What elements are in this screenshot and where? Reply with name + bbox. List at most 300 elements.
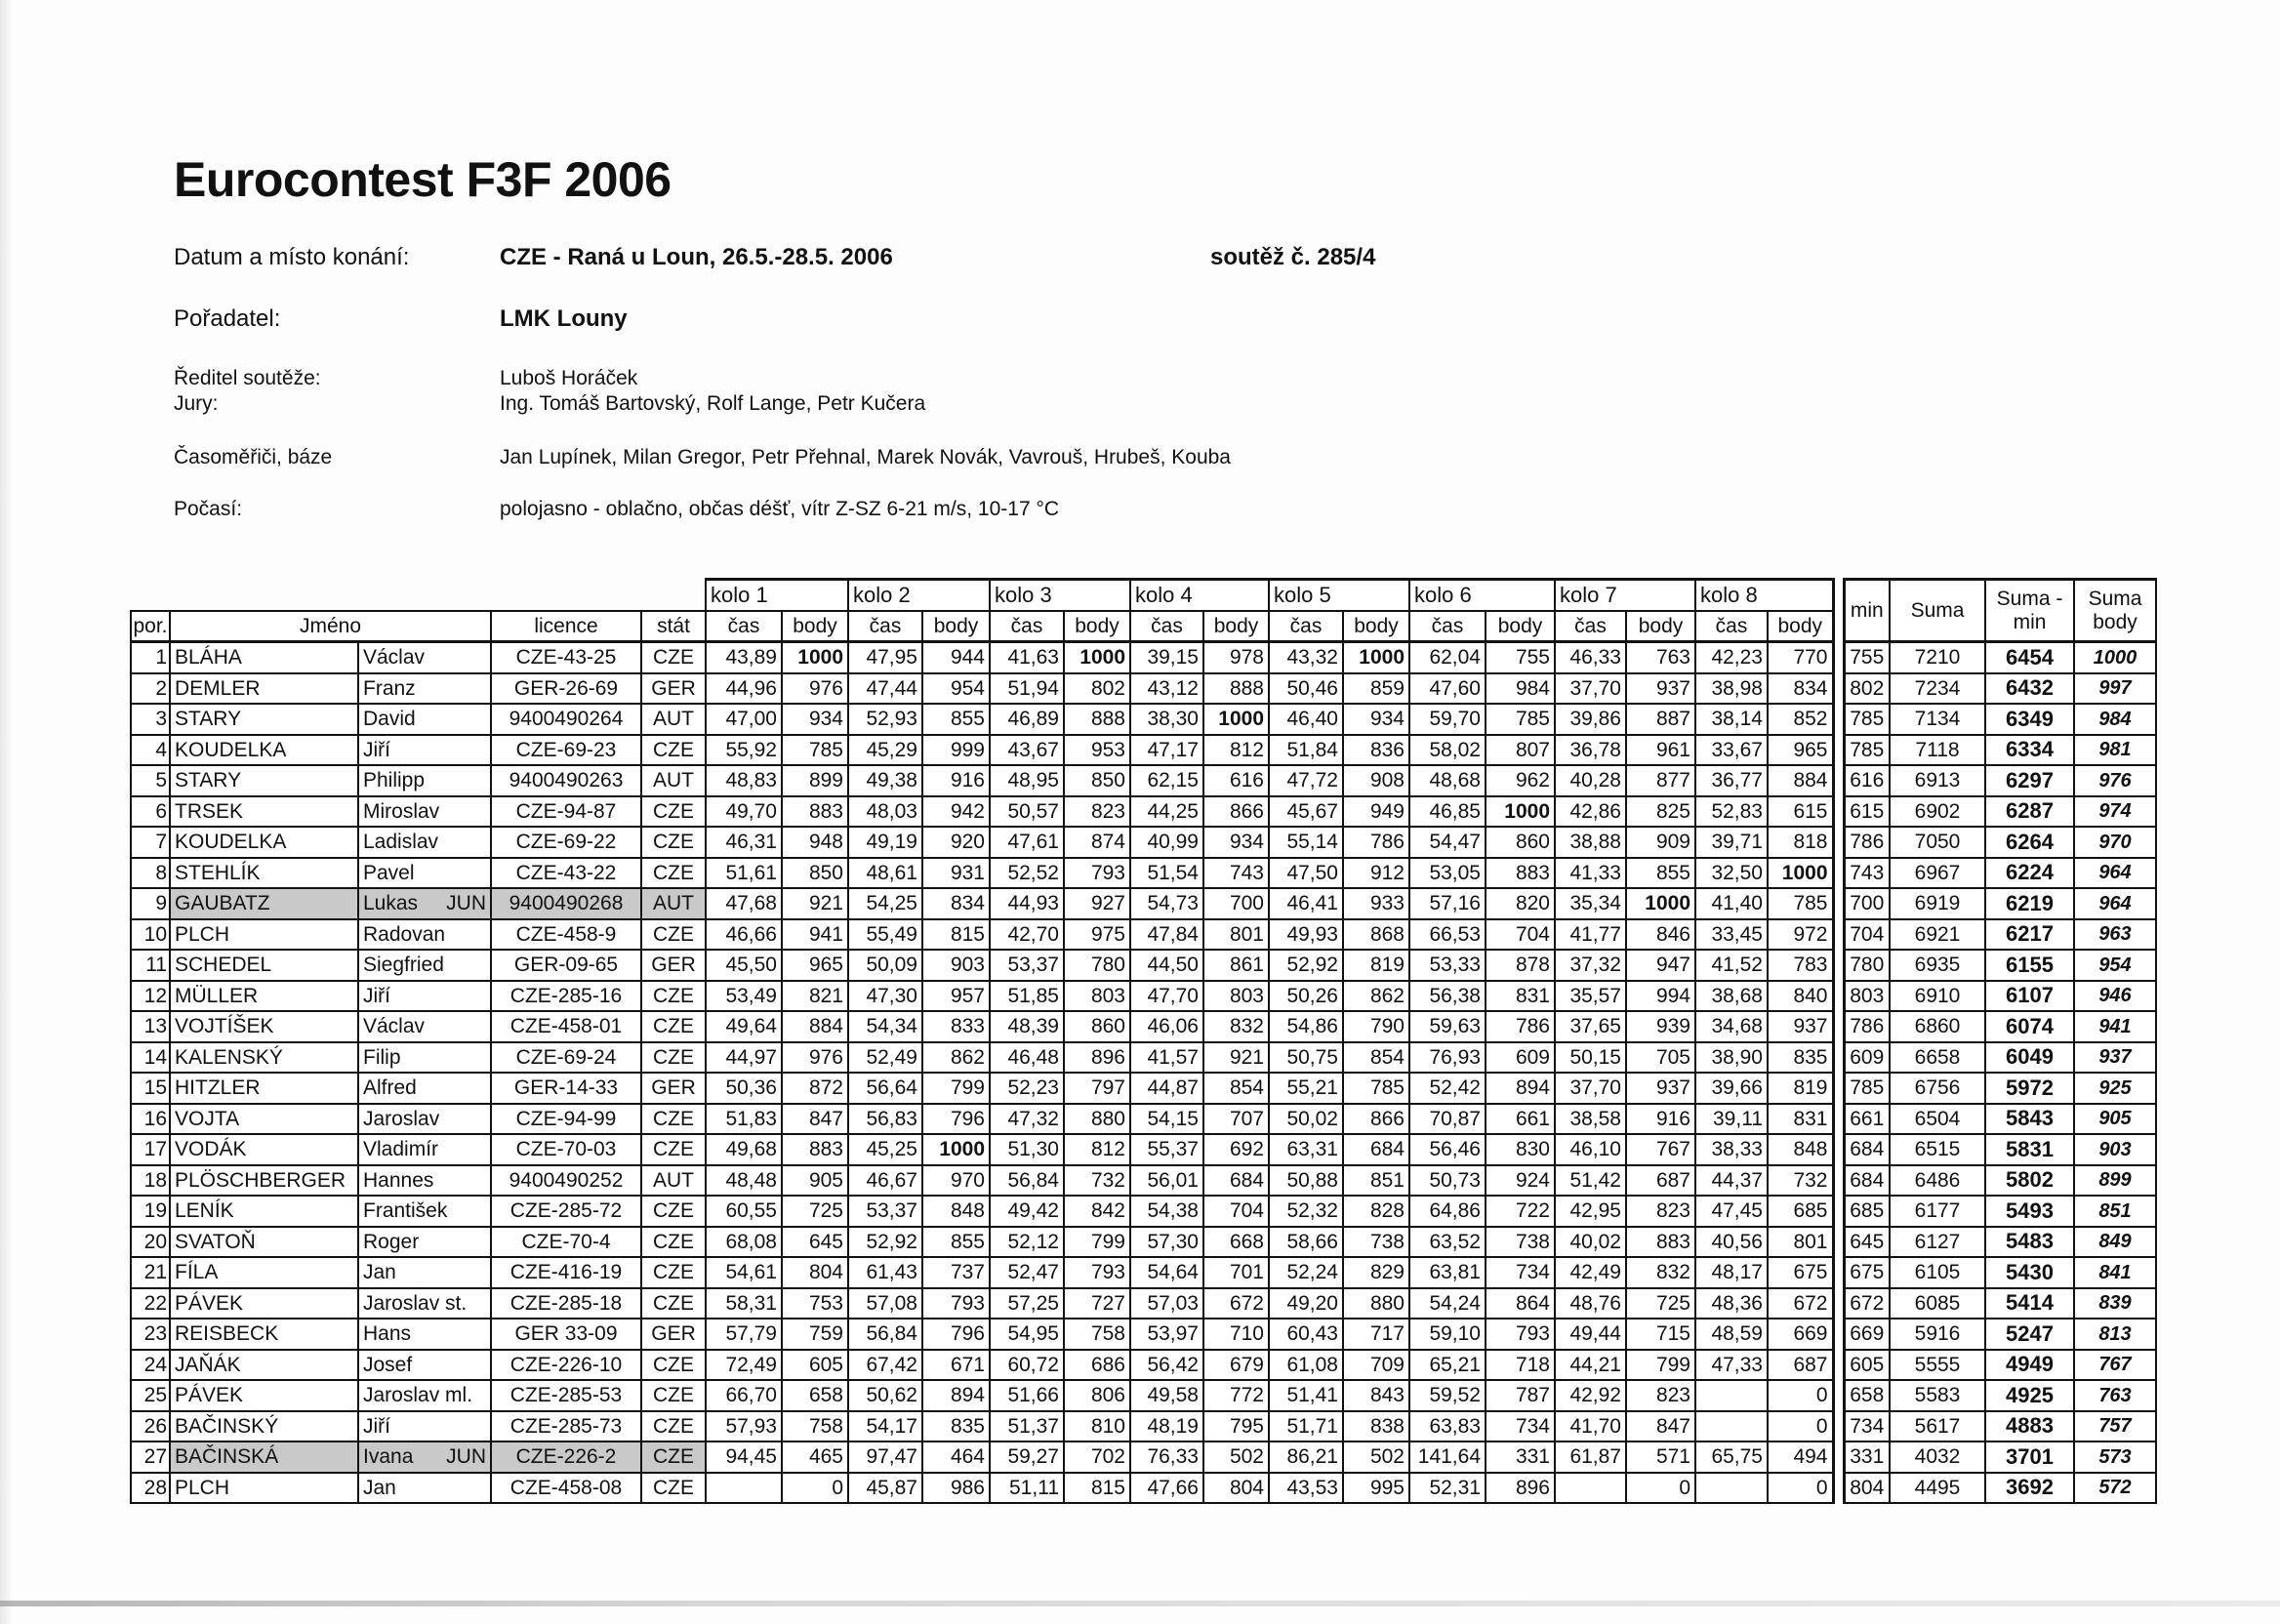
surname-cell: BLÁHA (170, 642, 358, 673)
sum-min-cell: 5483 (1985, 1227, 2074, 1258)
round-points-cell: 743 (1203, 858, 1269, 889)
header-name: Jméno (170, 611, 491, 642)
state-cell: CZE (641, 1227, 706, 1258)
table-row (131, 1350, 2156, 1381)
round-points-cell: 804 (782, 1257, 848, 1288)
header-points: body (1343, 611, 1409, 642)
table-row (131, 1011, 2156, 1042)
min-cell: 734 (1844, 1411, 1890, 1442)
header-points: body (1203, 611, 1269, 642)
round-time-cell: 46,33 (1555, 642, 1626, 673)
round-time-cell: 51,66 (990, 1380, 1064, 1411)
first-name: Jan (363, 1476, 396, 1499)
first-name-cell (358, 858, 491, 889)
round-time-cell: 61,43 (848, 1257, 922, 1288)
round-points-cell: 812 (1064, 1134, 1130, 1165)
round-points-cell: 767 (1626, 1134, 1695, 1165)
round-time-cell: 70,87 (1409, 1104, 1486, 1135)
round-points-cell: 1000 (1768, 858, 1833, 889)
round-time-cell: 50,57 (990, 796, 1064, 828)
round-time-cell: 43,67 (990, 735, 1064, 766)
rank-cell: 20 (131, 1227, 170, 1258)
round-time-cell: 50,75 (1269, 1042, 1343, 1074)
state-cell: CZE (641, 1473, 706, 1504)
sum-min-cell: 5831 (1985, 1134, 2074, 1165)
round-points-cell: 793 (1064, 1257, 1130, 1288)
round-points-cell: 862 (1343, 981, 1409, 1012)
round-points-cell: 1000 (1343, 642, 1409, 673)
round-time-cell: 56,38 (1409, 981, 1486, 1012)
round-points-cell: 894 (922, 1380, 990, 1411)
double-separator (1833, 1227, 1844, 1258)
round-time-cell: 47,45 (1695, 1196, 1768, 1227)
first-name-cell (358, 1257, 491, 1288)
round-time-cell: 63,81 (1409, 1257, 1486, 1288)
round-points-cell: 927 (1064, 888, 1130, 919)
surname-cell: PÁVEK (170, 1288, 358, 1320)
min-cell: 669 (1844, 1319, 1890, 1350)
round-points-cell: 738 (1343, 1227, 1409, 1258)
round-time-cell: 59,10 (1409, 1319, 1486, 1350)
round-header-row (131, 580, 2156, 611)
round-time-cell: 51,94 (990, 673, 1064, 705)
min-cell: 616 (1844, 765, 1890, 796)
first-name: Filip (363, 1045, 401, 1069)
sum-min-cell: 6107 (1985, 981, 2074, 1012)
round-time-cell: 47,17 (1130, 735, 1203, 766)
round-time-cell: 57,03 (1130, 1288, 1203, 1320)
state-cell: CZE (641, 1441, 706, 1473)
sum-cell: 6919 (1890, 888, 1985, 919)
round-time-cell: 59,70 (1409, 704, 1486, 735)
sum-min-cell: 6155 (1985, 950, 2074, 981)
surname-cell: PLCH (170, 919, 358, 951)
round-time-cell: 54,61 (706, 1257, 782, 1288)
state-cell: CZE (641, 1042, 706, 1074)
round-points-cell: 833 (922, 1011, 990, 1042)
rank-cell: 4 (131, 735, 170, 766)
min-cell: 785 (1844, 1073, 1890, 1104)
licence-cell: GER-14-33 (491, 1073, 641, 1104)
round-time-cell: 59,63 (1409, 1011, 1486, 1042)
first-name-cell (358, 1073, 491, 1104)
licence-cell: GER 33-09 (491, 1319, 641, 1350)
licence-cell: GER-26-69 (491, 673, 641, 705)
sum-cell: 6913 (1890, 765, 1985, 796)
round-time-cell: 38,88 (1555, 827, 1626, 858)
sum-min-cell: 6334 (1985, 735, 2074, 766)
round-time-cell: 52,31 (1409, 1473, 1486, 1504)
round-points-cell: 812 (1203, 735, 1269, 766)
round-time-cell: 42,92 (1555, 1380, 1626, 1411)
header-por: por. (131, 611, 170, 642)
round-label: kolo 2 (848, 580, 990, 611)
round-points-cell: 854 (1203, 1073, 1269, 1104)
double-separator (1833, 580, 1844, 642)
min-cell: 700 (1844, 888, 1890, 919)
round-time-cell: 36,78 (1555, 735, 1626, 766)
licence-cell: CZE-70-4 (491, 1227, 641, 1258)
double-separator (1833, 796, 1844, 828)
round-points-cell: 832 (1626, 1257, 1695, 1288)
table-row (131, 1073, 2156, 1104)
double-separator (1833, 827, 1844, 858)
round-points-cell: 883 (782, 796, 848, 828)
double-separator (1833, 704, 1844, 735)
licence-cell: CZE-69-23 (491, 735, 641, 766)
double-separator (1833, 919, 1844, 951)
rank-cell: 24 (131, 1350, 170, 1381)
first-name: Jaroslav st. (363, 1291, 468, 1315)
round-points-cell: 804 (1203, 1473, 1269, 1504)
round-points-cell: 616 (1203, 765, 1269, 796)
round-time-cell: 48,95 (990, 765, 1064, 796)
round-points-cell: 855 (922, 704, 990, 735)
round-time-cell: 38,68 (1695, 981, 1768, 1012)
round-points-cell: 965 (782, 950, 848, 981)
round-points-cell: 796 (922, 1104, 990, 1135)
round-time-cell: 141,64 (1409, 1441, 1486, 1473)
round-points-cell: 877 (1626, 765, 1695, 796)
round-points-cell: 705 (1626, 1042, 1695, 1074)
round-points-cell: 685 (1768, 1196, 1833, 1227)
round-points-cell: 854 (1343, 1042, 1409, 1074)
round-time-cell: 51,85 (990, 981, 1064, 1012)
round-points-cell: 645 (782, 1227, 848, 1258)
state-cell: CZE (641, 1380, 706, 1411)
round-time-cell (706, 1473, 782, 1504)
licence-cell: CZE-69-24 (491, 1042, 641, 1074)
licence-cell: CZE-226-10 (491, 1350, 641, 1381)
round-points-cell: 671 (922, 1350, 990, 1381)
first-name-cell (358, 888, 491, 919)
min-cell: 802 (1844, 673, 1890, 705)
sum-cell: 6910 (1890, 981, 1985, 1012)
jury-value: Ing. Tomáš Bartovský, Rolf Lange, Petr Kučera (500, 392, 926, 415)
header-time: čas (1130, 611, 1203, 642)
header-sum: Suma (1890, 580, 1985, 642)
round-points-cell: 786 (1343, 827, 1409, 858)
sum-min-cell: 4925 (1985, 1380, 2074, 1411)
round-time-cell: 56,64 (848, 1073, 922, 1104)
round-time-cell: 50,26 (1269, 981, 1343, 1012)
round-time-cell: 54,24 (1409, 1288, 1486, 1320)
round-time-cell: 50,02 (1269, 1104, 1343, 1135)
rank-cell: 27 (131, 1441, 170, 1473)
table-row (131, 858, 2156, 889)
surname-cell: VODÁK (170, 1134, 358, 1165)
surname-cell: SVATOŇ (170, 1227, 358, 1258)
round-time-cell: 55,37 (1130, 1134, 1203, 1165)
header-state: stát (641, 611, 706, 642)
round-points-cell: 880 (1343, 1288, 1409, 1320)
licence-cell: 9400490252 (491, 1165, 641, 1197)
round-points-cell: 896 (1486, 1473, 1555, 1504)
rank-cell: 22 (131, 1288, 170, 1320)
header-points: body (1768, 611, 1833, 642)
round-time-cell: 65,21 (1409, 1350, 1486, 1381)
round-points-cell: 978 (1203, 642, 1269, 673)
double-separator (1833, 1073, 1844, 1104)
double-separator (1833, 1473, 1844, 1504)
sum-points-cell: 767 (2074, 1350, 2156, 1381)
round-time-cell: 58,31 (706, 1288, 782, 1320)
min-cell: 675 (1844, 1257, 1890, 1288)
round-points-cell: 725 (782, 1196, 848, 1227)
state-cell: CZE (641, 1104, 706, 1135)
first-name: Siegfried (363, 954, 444, 977)
round-time-cell: 48,39 (990, 1011, 1064, 1042)
round-time-cell: 50,09 (848, 950, 922, 981)
round-time-cell: 46,06 (1130, 1011, 1203, 1042)
round-points-cell: 866 (1343, 1104, 1409, 1135)
state-cell: AUT (641, 1165, 706, 1197)
round-time-cell: 52,32 (1269, 1196, 1343, 1227)
round-time-cell: 97,47 (848, 1441, 922, 1473)
state-cell: GER (641, 1073, 706, 1104)
round-points-cell: 840 (1768, 981, 1833, 1012)
sum-min-cell: 5493 (1985, 1196, 2074, 1227)
round-time-cell: 37,70 (1555, 673, 1626, 705)
surname-cell: BAČINSKÁ (170, 1441, 358, 1473)
min-cell: 786 (1844, 827, 1890, 858)
round-points-cell: 850 (782, 858, 848, 889)
round-time-cell: 40,56 (1695, 1227, 1768, 1258)
round-time-cell: 53,37 (990, 950, 1064, 981)
round-time-cell: 49,68 (706, 1134, 782, 1165)
licence-cell: CZE-285-16 (491, 981, 641, 1012)
sum-points-cell: 925 (2074, 1073, 2156, 1104)
round-points-cell: 888 (1064, 704, 1130, 735)
round-points-cell: 810 (1064, 1411, 1130, 1442)
min-cell: 785 (1844, 704, 1890, 735)
round-time-cell: 51,37 (990, 1411, 1064, 1442)
round-time-cell: 49,42 (990, 1196, 1064, 1227)
round-points-cell: 815 (922, 919, 990, 951)
rank-cell: 25 (131, 1380, 170, 1411)
state-cell: GER (641, 673, 706, 705)
table-row (131, 704, 2156, 735)
round-time-cell: 50,88 (1269, 1165, 1343, 1197)
surname-cell: STEHLÍK (170, 858, 358, 889)
double-separator (1833, 1288, 1844, 1320)
sum-cell: 6127 (1890, 1227, 1985, 1258)
round-points-cell: 1000 (1486, 796, 1555, 828)
round-points-cell: 818 (1768, 827, 1833, 858)
sum-min-cell: 6287 (1985, 796, 2074, 828)
min-cell: 803 (1844, 981, 1890, 1012)
round-points-cell: 843 (1343, 1380, 1409, 1411)
round-time-cell: 41,77 (1555, 919, 1626, 951)
sum-cell: 6515 (1890, 1134, 1985, 1165)
round-points-cell: 896 (1064, 1042, 1130, 1074)
round-points-cell: 836 (1343, 735, 1409, 766)
licence-cell: CZE-94-99 (491, 1104, 641, 1135)
header-points: body (1626, 611, 1695, 642)
header-time: čas (1409, 611, 1486, 642)
first-name-cell (358, 1288, 491, 1320)
first-name-cell (358, 642, 491, 673)
round-time-cell: 57,25 (990, 1288, 1064, 1320)
round-points-cell: 884 (782, 1011, 848, 1042)
round-time-cell: 47,72 (1269, 765, 1343, 796)
round-time-cell: 65,75 (1695, 1441, 1768, 1473)
licence-cell: CZE-458-9 (491, 919, 641, 951)
round-time-cell: 52,52 (990, 858, 1064, 889)
double-separator (1833, 1011, 1844, 1042)
sum-cell: 6967 (1890, 858, 1985, 889)
round-time-cell: 38,30 (1130, 704, 1203, 735)
round-points-cell: 0 (782, 1473, 848, 1504)
round-time-cell: 57,16 (1409, 888, 1486, 919)
round-points-cell: 783 (1768, 950, 1833, 981)
round-points-cell: 976 (782, 1042, 848, 1074)
header-spacer (131, 580, 706, 611)
round-points-cell: 465 (782, 1441, 848, 1473)
first-name-cell (358, 1411, 491, 1442)
sum-points-cell: 757 (2074, 1411, 2156, 1442)
round-time-cell: 53,49 (706, 981, 782, 1012)
round-points-cell: 615 (1768, 796, 1833, 828)
first-name: Jaroslav ml. (363, 1384, 473, 1407)
sum-points-cell: 974 (2074, 796, 2156, 828)
round-time-cell: 45,50 (706, 950, 782, 981)
sum-points-cell: 976 (2074, 765, 2156, 796)
sum-points-cell: 851 (2074, 1196, 2156, 1227)
round-time-cell: 56,83 (848, 1104, 922, 1135)
table-row (131, 1411, 2156, 1442)
round-points-cell: 829 (1343, 1257, 1409, 1288)
round-label: kolo 5 (1269, 580, 1409, 611)
round-time-cell: 45,29 (848, 735, 922, 766)
table-row (131, 765, 2156, 796)
round-time-cell: 47,30 (848, 981, 922, 1012)
sum-cell: 7210 (1890, 642, 1985, 673)
round-points-cell: 684 (1343, 1134, 1409, 1165)
round-points-cell: 793 (1064, 858, 1130, 889)
min-cell: 645 (1844, 1227, 1890, 1258)
round-points-cell: 939 (1626, 1011, 1695, 1042)
round-points-cell: 785 (1768, 888, 1833, 919)
sum-cell: 6105 (1890, 1257, 1985, 1288)
rank-cell: 23 (131, 1319, 170, 1350)
round-points-cell: 931 (922, 858, 990, 889)
round-points-cell: 947 (1626, 950, 1695, 981)
round-time-cell: 44,21 (1555, 1350, 1626, 1381)
round-time-cell: 44,96 (706, 673, 782, 705)
round-points-cell: 970 (922, 1165, 990, 1197)
first-name-cell (358, 1380, 491, 1411)
round-points-cell: 872 (782, 1073, 848, 1104)
round-time-cell: 58,02 (1409, 735, 1486, 766)
double-separator (1833, 1134, 1844, 1165)
round-points-cell: 864 (1486, 1288, 1555, 1320)
sum-cell: 6921 (1890, 919, 1985, 951)
double-separator (1833, 1104, 1844, 1135)
round-time-cell: 56,01 (1130, 1165, 1203, 1197)
header-time: čas (1555, 611, 1626, 642)
header-time: čas (706, 611, 782, 642)
surname-cell: KOUDELKA (170, 827, 358, 858)
round-time-cell: 44,37 (1695, 1165, 1768, 1197)
licence-cell: CZE-458-08 (491, 1473, 641, 1504)
first-name: Ladislav (363, 831, 439, 854)
state-cell: CZE (641, 1196, 706, 1227)
round-time-cell: 57,30 (1130, 1227, 1203, 1258)
state-cell: CZE (641, 827, 706, 858)
round-points-cell: 790 (1343, 1011, 1409, 1042)
round-time-cell: 51,11 (990, 1473, 1064, 1504)
round-points-cell: 884 (1768, 765, 1833, 796)
first-name: Vladimír (363, 1138, 439, 1161)
surname-cell: SCHEDEL (170, 950, 358, 981)
round-points-cell: 799 (1064, 1227, 1130, 1258)
surname-cell: STARY (170, 704, 358, 735)
first-name-cell (358, 1319, 491, 1350)
sum-cell: 6658 (1890, 1042, 1985, 1074)
rank-cell: 15 (131, 1073, 170, 1104)
sum-cell: 6756 (1890, 1073, 1985, 1104)
sum-cell: 5555 (1890, 1350, 1985, 1381)
header-min: min (1844, 580, 1890, 642)
min-cell: 755 (1844, 642, 1890, 673)
date-place-value: CZE - Raná u Loun, 26.5.-28.5. 2006 (500, 244, 893, 270)
surname-cell: KALENSKÝ (170, 1042, 358, 1074)
sum-min-cell: 6264 (1985, 827, 2074, 858)
first-name: Jiří (363, 738, 390, 761)
table-row (131, 1134, 2156, 1165)
rank-cell: 6 (131, 796, 170, 828)
rank-cell: 1 (131, 642, 170, 673)
document-title: Eurocontest F3F 2006 (174, 152, 672, 207)
first-name: Václav (363, 646, 426, 670)
round-time-cell: 32,50 (1695, 858, 1768, 889)
round-time-cell: 47,68 (706, 888, 782, 919)
round-points-cell: 786 (1486, 1011, 1555, 1042)
round-time-cell: 62,04 (1409, 642, 1486, 673)
round-points-cell: 758 (1064, 1319, 1130, 1350)
round-points-cell: 975 (1064, 919, 1130, 951)
sum-min-cell: 6219 (1985, 888, 2074, 919)
round-time-cell: 54,47 (1409, 827, 1486, 858)
sum-min-cell: 6454 (1985, 642, 2074, 673)
round-points-cell: 909 (1626, 827, 1695, 858)
state-cell: CZE (641, 1350, 706, 1381)
sum-min-cell: 6432 (1985, 673, 2074, 705)
first-name-cell (358, 1104, 491, 1135)
round-points-cell: 700 (1203, 888, 1269, 919)
min-cell: 684 (1844, 1134, 1890, 1165)
sum-points-cell: 899 (2074, 1165, 2156, 1197)
round-points-cell: 732 (1768, 1165, 1833, 1197)
round-points-cell: 848 (1768, 1134, 1833, 1165)
round-points-cell: 701 (1203, 1257, 1269, 1288)
round-time-cell: 37,65 (1555, 1011, 1626, 1042)
round-points-cell: 668 (1203, 1227, 1269, 1258)
round-time-cell: 40,99 (1130, 827, 1203, 858)
junior-badge: JUN (446, 892, 486, 915)
round-points-cell: 934 (1343, 704, 1409, 735)
round-points-cell: 903 (922, 950, 990, 981)
round-time-cell: 50,62 (848, 1380, 922, 1411)
round-points-cell: 672 (1768, 1288, 1833, 1320)
sum-points-cell: 841 (2074, 1257, 2156, 1288)
round-points-cell: 704 (1486, 919, 1555, 951)
header-time: čas (990, 611, 1064, 642)
round-points-cell: 502 (1203, 1441, 1269, 1473)
round-points-cell: 759 (782, 1319, 848, 1350)
licence-cell: CZE-285-72 (491, 1196, 641, 1227)
